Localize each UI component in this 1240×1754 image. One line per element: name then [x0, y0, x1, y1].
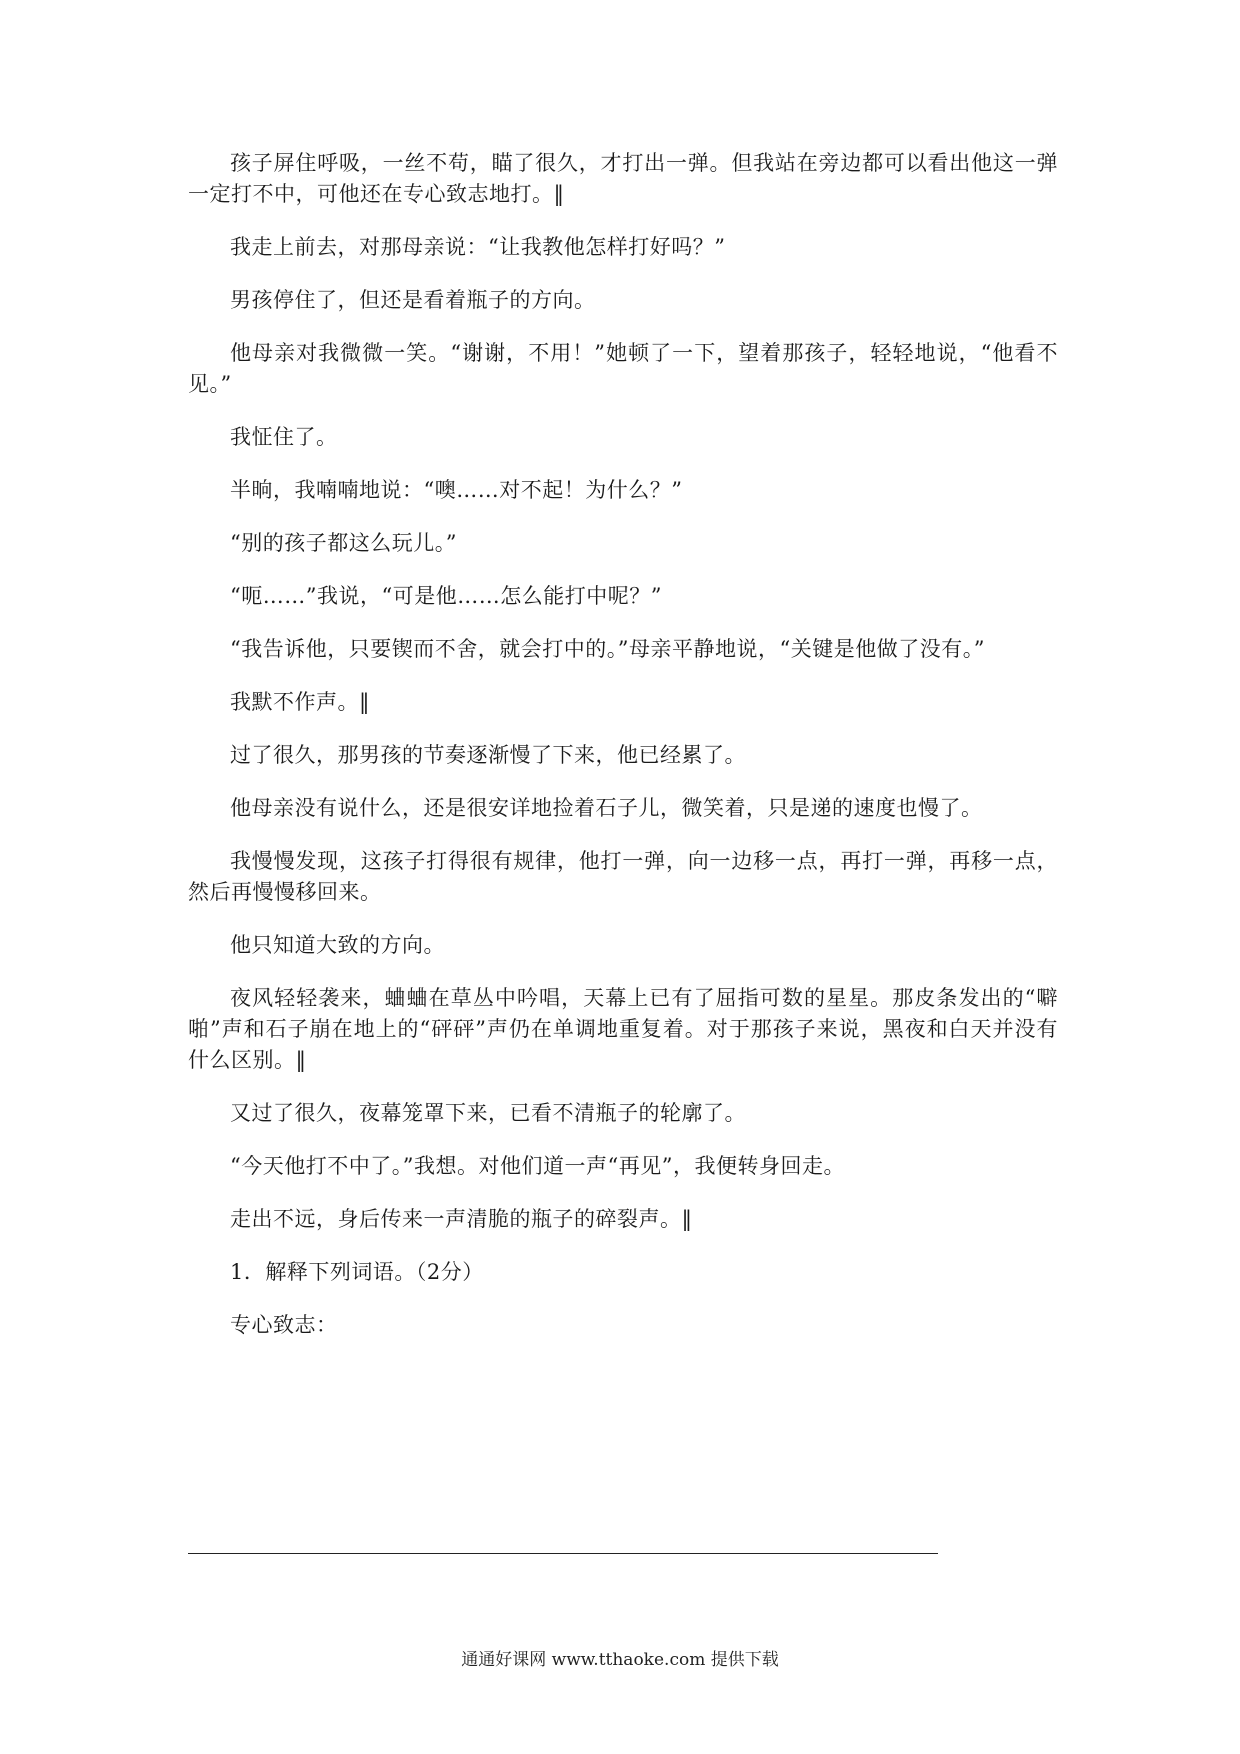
paragraph: 我走上前去，对那母亲说：“让我教他怎样打好吗？”	[230, 235, 726, 259]
page-footer: 通通好课网 www.tthaoke.com 提供下载	[461, 1650, 779, 1670]
paragraph: 他母亲对我微微一笑。“谢谢，不用！”她顿了一下，望着那孩子，轻轻地说，“他看不见。”	[188, 341, 1058, 396]
question-title: 1．解释下列词语。（2分）	[230, 1260, 484, 1284]
paragraph: 他只知道大致的方向。	[230, 933, 445, 957]
paragraph: 夜风轻轻袭来，蛐蛐在草丛中吟唱，天幕上已有了屈指可数的星星。那皮条发出的“噼啪”声和石子崩在地上的“砰砰”声仍在单调地重复着。对于那孩子来说，黑夜和白天并没有什么区别。‖	[188, 986, 1058, 1072]
paragraph: 走出不远，身后传来一声清脆的瓶子的碎裂声。‖	[230, 1207, 693, 1231]
answer-line[interactable]	[188, 1553, 938, 1554]
paragraph: “别的孩子都这么玩儿。”	[230, 531, 457, 555]
paragraph: 又过了很久，夜幕笼罩下来，已看不清瓶子的轮廓了。	[230, 1101, 746, 1125]
paragraph: 我默不作声。‖	[230, 690, 370, 714]
paragraph: 他母亲没有说什么，还是很安详地捡着石子儿，微笑着，只是递的速度也慢了。	[230, 796, 983, 820]
paragraph: “今天他打不中了。”我想。对他们道一声“再见”，我便转身回走。	[230, 1154, 845, 1178]
paragraph: 孩子屏住呼吸，一丝不苟，瞄了很久，才打出一弹。但我站在旁边都可以看出他这一弹一定打不中，可他还在专心致志地打。‖	[188, 151, 1058, 206]
paragraph: 过了很久，那男孩的节奏逐渐慢了下来，他已经累了。	[230, 743, 746, 767]
paragraph: “我告诉他，只要锲而不舍，就会打中的。”母亲平静地说，“关键是他做了没有。”	[230, 637, 985, 661]
question-term: 专心致志：	[230, 1313, 338, 1337]
paragraph: 男孩停住了，但还是看着瓶子的方向。	[230, 288, 596, 312]
paragraph: 我慢慢发现，这孩子打得很有规律，他打一弹，向一边移一点，再打一弹，再移一点，然后再慢慢移回来。	[188, 849, 1058, 904]
paragraph: 半晌，我喃喃地说：“噢……对不起！为什么？”	[230, 478, 683, 502]
text-body	[188, 148, 1058, 1363]
paragraph: “呃……”我说，“可是他……怎么能打中呢？”	[230, 584, 662, 608]
paragraph: 我怔住了。	[230, 425, 338, 449]
